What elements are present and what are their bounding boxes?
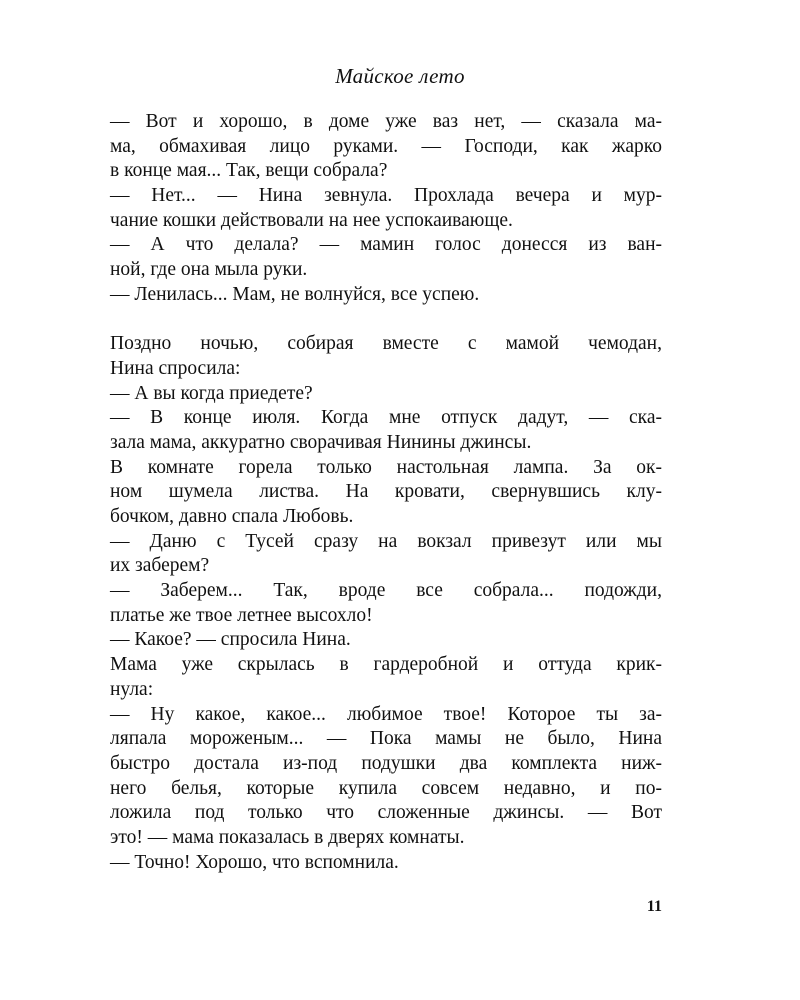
text-line: — Ну какое, какое... любимое твое! Которое ты за- [110,703,662,725]
text-line: ной, где она мыла руки. [110,259,308,281]
text-line: в конце мая... Так, вещи собрала? [110,160,388,182]
blank-line [110,308,662,333]
text-line: Мама уже скрылась в гардеробной и оттуда крик- [110,654,662,676]
text-line: нула: [110,678,154,700]
text-line: бочком, давно спала Любовь. [110,506,354,527]
text-line: Поздно ночью, собирая вместе с мамой чемодан, [110,333,662,355]
text-line: — Вот и хорошо, в доме уже ваз нет, — сказала ма- [110,111,662,132]
text-line: ляпала мороженым... — Пока мамы не было, Нина [110,728,662,750]
text-line: чание кошки действовали на нее успокаивающе. [110,209,513,231]
text-line: — А что делала? — мамин голос донесся из ван- [110,234,662,256]
text-line: — Нет... — Нина зевнула. Прохлада вечера и мур- [110,185,662,207]
text-line: — Точно! Хорошо, что вспомнила. [110,851,399,873]
text-line: — Ленилась... Мам, не волнуйся, все успею. [110,283,480,305]
text-line: это! — мама показалась в дверях комнаты. [110,826,465,848]
text-line: зала мама, аккуратно сворачивая Нинины джинсы. [110,431,532,453]
page-number: 11 [646,898,662,915]
body-text [110,110,662,875]
text-line: ном шумела листва. На кровати, свернувшись клу- [110,481,662,503]
text-line: В комнате горела только настольная лампа. За ок- [110,456,662,478]
text-line: ма, обмахивая лицо руками. — Господи, как жарко [110,135,662,157]
text-line: — Даню с Тусей сразу на вокзал привезут или мы [110,530,662,552]
text-line: — В конце июля. Когда мне отпуск дадут, — ска- [110,407,662,429]
text-line: — Какое? — спросила Нина. [110,629,351,651]
text-line: — А вы когда приедете? [110,382,313,404]
text-line: их заберем? [110,555,210,577]
text-line: — Заберем... Так, вроде все собрала... подожди, [110,580,662,602]
running-head: Майское лето [335,64,465,88]
text-line: него белья, которые купила совсем недавно, и по- [110,777,662,799]
text-line: быстро достала из-под подушки два комплекта ниж- [110,752,662,774]
text-line: ложила под только что сложенные джинсы. — Вот [110,802,662,824]
text-line: платье же твое летнее высохло! [110,604,373,626]
text-line: Нина спросила: [110,357,241,379]
